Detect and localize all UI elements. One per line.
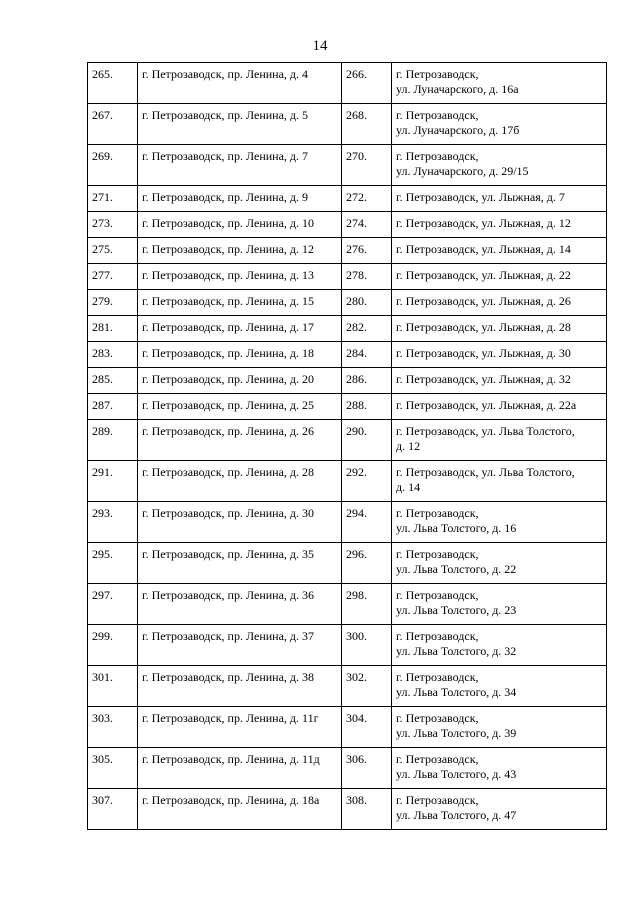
address-line: г. Петрозаводск, пр. Ленина, д. 9 [142,190,309,204]
address-cell [392,666,607,707]
address-cell [392,212,607,238]
address-cell [392,342,607,368]
address-cell [392,145,607,186]
row-number-cell: 265. [88,63,138,104]
address-line: г. Петрозаводск, пр. Ленина, д. 38 [142,670,315,684]
row-number-cell: 283. [88,342,138,368]
table-row [88,707,607,748]
row-number-cell: 296. [342,543,392,584]
address-cell [138,543,342,584]
address-line: ул. Льва Толстого, д. 22 [396,562,517,576]
table-row [88,394,607,420]
row-number-cell: 289. [88,420,138,461]
address-line: г. Петрозаводск, пр. Ленина, д. 13 [142,268,315,282]
address-cell [138,748,342,789]
row-number-cell: 277. [88,264,138,290]
address-cell [138,368,342,394]
address-line: г. Петрозаводск, ул. Льва Толстого, [396,424,575,438]
address-table-body [88,63,607,830]
table-row [88,502,607,543]
address-line: ул. Льва Толстого, д. 34 [396,685,517,699]
address-cell [392,186,607,212]
address-line: ул. Льва Толстого, д. 47 [396,808,517,822]
address-line: г. Петрозаводск, пр. Ленина, д. 20 [142,372,315,386]
address-cell [138,104,342,145]
address-line: г. Петрозаводск, ул. Лыжная, д. 22 [396,268,571,282]
address-line: г. Петрозаводск, пр. Ленина, д. 4 [142,67,309,81]
address-line: г. Петрозаводск, пр. Ленина, д. 18а [142,793,320,807]
row-number-cell: 280. [342,290,392,316]
row-number-cell: 299. [88,625,138,666]
table-row [88,63,607,104]
table-row [88,789,607,830]
address-cell [392,368,607,394]
address-cell [138,584,342,625]
address-cell [138,789,342,830]
address-cell [392,104,607,145]
row-number-cell: 297. [88,584,138,625]
address-cell [138,394,342,420]
address-line: г. Петрозаводск, [396,793,479,807]
table-row [88,186,607,212]
row-number-cell: 305. [88,748,138,789]
address-line: г. Петрозаводск, пр. Ленина, д. 12 [142,242,315,256]
row-number-cell: 307. [88,789,138,830]
table-row [88,316,607,342]
row-number-cell: 273. [88,212,138,238]
row-number-cell: 303. [88,707,138,748]
address-cell [138,264,342,290]
row-number-cell: 308. [342,789,392,830]
address-cell [138,238,342,264]
row-number-cell: 300. [342,625,392,666]
address-line: г. Петрозаводск, пр. Ленина, д. 25 [142,398,315,412]
address-cell [392,584,607,625]
address-line: г. Петрозаводск, пр. Ленина, д. 37 [142,629,315,643]
address-line: г. Петрозаводск, ул. Льва Толстого, [396,465,575,479]
address-line: г. Петрозаводск, ул. Лыжная, д. 30 [396,346,571,360]
address-line: г. Петрозаводск, ул. Лыжная, д. 32 [396,372,571,386]
table-row [88,584,607,625]
address-line: г. Петрозаводск, [396,629,479,643]
table-row [88,625,607,666]
address-cell [392,290,607,316]
table-row [88,212,607,238]
row-number-cell: 278. [342,264,392,290]
row-number-cell: 281. [88,316,138,342]
address-line: г. Петрозаводск, [396,506,479,520]
row-number-cell: 292. [342,461,392,502]
address-line: ул. Льва Толстого, д. 43 [396,767,517,781]
address-cell [138,212,342,238]
address-line: г. Петрозаводск, ул. Лыжная, д. 28 [396,320,571,334]
address-line: г. Петрозаводск, ул. Лыжная, д. 26 [396,294,571,308]
row-number-cell: 275. [88,238,138,264]
row-number-cell: 287. [88,394,138,420]
address-line: ул. Льва Толстого, д. 32 [396,644,517,658]
address-cell [138,186,342,212]
address-line: г. Петрозаводск, пр. Ленина, д. 15 [142,294,315,308]
table-row [88,104,607,145]
address-line: г. Петрозаводск, пр. Ленина, д. 18 [142,346,315,360]
address-line: г. Петрозаводск, [396,752,479,766]
table-row [88,748,607,789]
address-line: г. Петрозаводск, пр. Ленина, д. 35 [142,547,315,561]
address-cell [392,63,607,104]
address-cell [392,707,607,748]
address-line: г. Петрозаводск, пр. Ленина, д. 5 [142,108,309,122]
address-line: г. Петрозаводск, [396,67,479,81]
address-line: г. Петрозаводск, ул. Лыжная, д. 12 [396,216,571,230]
table-row [88,543,607,584]
address-cell [138,502,342,543]
address-cell [138,316,342,342]
address-line: г. Петрозаводск, пр. Ленина, д. 30 [142,506,315,520]
table-row [88,368,607,394]
row-number-cell: 266. [342,63,392,104]
address-line: г. Петрозаводск, ул. Лыжная, д. 22а [396,398,577,412]
table-row [88,145,607,186]
row-number-cell: 274. [342,212,392,238]
address-cell [392,238,607,264]
row-number-cell: 282. [342,316,392,342]
address-line: ул. Луначарского, д. 16а [396,82,519,96]
row-number-cell: 267. [88,104,138,145]
address-cell [392,420,607,461]
address-cell [138,145,342,186]
address-cell [392,264,607,290]
address-line: ул. Льва Толстого, д. 16 [396,521,517,535]
address-cell [392,543,607,584]
table-row [88,238,607,264]
address-cell [392,748,607,789]
address-line: г. Петрозаводск, [396,149,479,163]
row-number-cell: 304. [342,707,392,748]
address-cell [392,316,607,342]
address-line: г. Петрозаводск, пр. Ленина, д. 7 [142,149,309,163]
row-number-cell: 295. [88,543,138,584]
table-row [88,264,607,290]
address-table [87,62,607,830]
address-cell [138,290,342,316]
address-cell [392,625,607,666]
row-number-cell: 291. [88,461,138,502]
row-number-cell: 268. [342,104,392,145]
row-number-cell: 279. [88,290,138,316]
address-cell [138,625,342,666]
address-line: г. Петрозаводск, пр. Ленина, д. 10 [142,216,315,230]
address-cell [392,394,607,420]
address-line: ул. Луначарского, д. 29/15 [396,164,529,178]
row-number-cell: 284. [342,342,392,368]
address-line: г. Петрозаводск, ул. Лыжная, д. 14 [396,242,571,256]
row-number-cell: 301. [88,666,138,707]
table-row [88,290,607,316]
address-line: г. Петрозаводск, пр. Ленина, д. 28 [142,465,315,479]
address-line: г. Петрозаводск, пр. Ленина, д. 11д [142,752,320,766]
row-number-cell: 285. [88,368,138,394]
row-number-cell: 270. [342,145,392,186]
address-line: ул. Луначарского, д. 17б [396,123,520,137]
address-cell [138,666,342,707]
table-row [88,342,607,368]
address-line: г. Петрозаводск, [396,588,479,602]
address-cell [138,707,342,748]
address-cell [392,502,607,543]
address-line: ул. Льва Толстого, д. 23 [396,603,517,617]
table-row [88,461,607,502]
address-line: г. Петрозаводск, пр. Ленина, д. 11г [142,711,319,725]
address-line: г. Петрозаводск, ул. Лыжная, д. 7 [396,190,565,204]
table-row [88,666,607,707]
address-cell [138,420,342,461]
row-number-cell: 286. [342,368,392,394]
address-cell [392,461,607,502]
table-row [88,420,607,461]
row-number-cell: 294. [342,502,392,543]
address-line: г. Петрозаводск, пр. Ленина, д. 17 [142,320,315,334]
address-line: г. Петрозаводск, [396,670,479,684]
address-line: г. Петрозаводск, [396,547,479,561]
address-cell [392,789,607,830]
row-number-cell: 271. [88,186,138,212]
row-number-cell: 302. [342,666,392,707]
address-line: г. Петрозаводск, пр. Ленина, д. 26 [142,424,315,438]
page-number: 14 [312,38,328,54]
address-cell [138,342,342,368]
row-number-cell: 290. [342,420,392,461]
address-cell [138,461,342,502]
address-line: д. 12 [396,439,421,453]
address-line: г. Петрозаводск, [396,711,479,725]
address-cell [138,63,342,104]
address-line: г. Петрозаводск, пр. Ленина, д. 36 [142,588,315,602]
row-number-cell: 306. [342,748,392,789]
row-number-cell: 269. [88,145,138,186]
address-line: г. Петрозаводск, [396,108,479,122]
row-number-cell: 293. [88,502,138,543]
row-number-cell: 272. [342,186,392,212]
address-line: д. 14 [396,480,421,494]
row-number-cell: 276. [342,238,392,264]
address-line: ул. Льва Толстого, д. 39 [396,726,517,740]
row-number-cell: 288. [342,394,392,420]
row-number-cell: 298. [342,584,392,625]
